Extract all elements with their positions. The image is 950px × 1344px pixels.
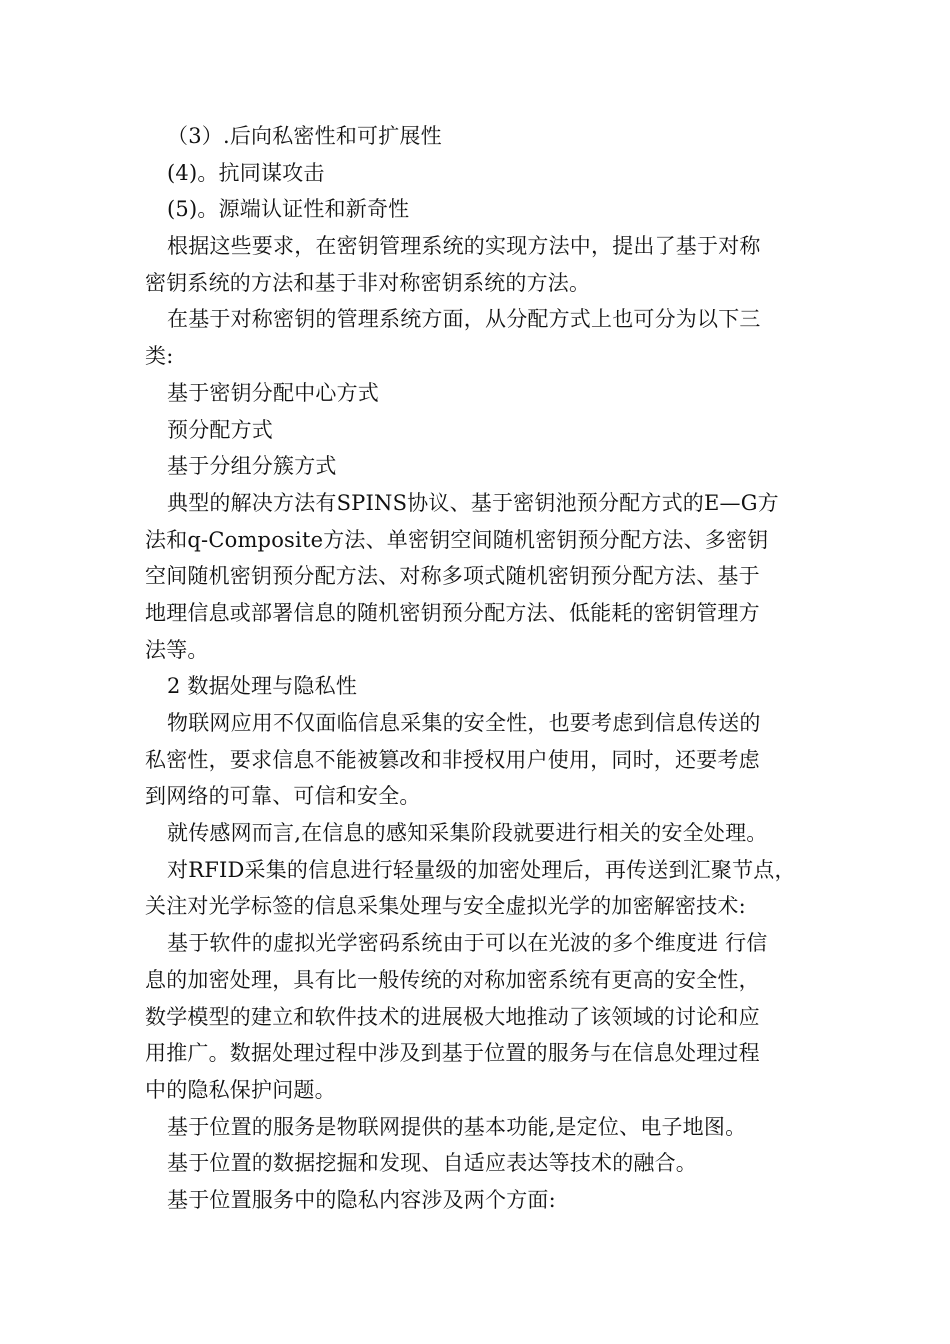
text-line: 基于位置的数据挖掘和发现、自适应表达等技术的融合。 <box>167 1151 697 1176</box>
text-line: 对RFID采集的信息进行轻量级的加密处理后，再传送到汇聚节点， <box>167 857 796 882</box>
text-line: 基于位置的服务是物联网提供的基本功能,是定位、电子地图。 <box>167 1114 747 1139</box>
text-line: 法等。 <box>145 637 209 662</box>
text-line: 数学模型的建立和软件技术的进展极大地推动了该领域的讨论和应 <box>145 1004 760 1029</box>
text-line: (5)。源端认证性和新奇性 <box>167 197 410 222</box>
text-line: 地理信息或部署信息的随机密钥预分配方法、低能耗的密钥管理方 <box>145 600 760 625</box>
text-line: 私密性，要求信息不能被篡改和非授权用户使用，同时，还要考虑 <box>145 747 760 772</box>
text-line: 根据这些要求，在密钥管理系统的实现方法中，提出了基于对称 <box>167 234 761 259</box>
text-line: 基于位置服务中的隐私内容涉及两个方面: <box>167 1187 556 1212</box>
text-line: 就传感网而言,在信息的感知采集阶段就要进行相关的安全处理。 <box>167 821 768 846</box>
text-line: 在基于对称密钥的管理系统方面，从分配方式上也可分为以下三 <box>167 307 761 332</box>
text-line: 典型的解决方法有SPINS协议、基于密钥池预分配方式的E—G方 <box>167 490 779 515</box>
section-heading: 2 数据处理与隐私性 <box>167 674 358 699</box>
text-line: 息的加密处理，具有比一般传统的对称加密系统有更高的安全性， <box>145 967 760 992</box>
text-line: 预分配方式 <box>167 417 273 442</box>
text-line: （3）.后向私密性和可扩展性 <box>167 124 442 148</box>
text-line: 密钥系统的方法和基于非对称密钥系统的方法。 <box>145 270 591 295</box>
text-line: 类: <box>145 344 174 369</box>
text-line: 中的隐私保护问题。 <box>145 1077 336 1102</box>
document-body <box>145 118 825 1219</box>
text-line: 基于分组分簇方式 <box>167 454 337 479</box>
text-line: 基于软件的虚拟光学密码系统由于可以在光波的多个维度进 行信 <box>167 931 768 956</box>
text-line: 基于密钥分配中心方式 <box>167 380 379 405</box>
text-line: 物联网应用不仅面临信息采集的安全性，也要考虑到信息传送的 <box>167 711 761 735</box>
text-line: 空间随机密钥预分配方法、对称多项式随机密钥预分配方法、基于 <box>145 564 760 589</box>
text-line: (4)。抗同谋攻击 <box>167 160 325 185</box>
text-line: 到网络的可靠、可信和安全。 <box>145 784 421 809</box>
text-line: 法和q-Composite方法、单密钥空间随机密钥预分配方法、多密钥 <box>145 527 769 552</box>
text-line: 关注对光学标签的信息采集处理与安全虚拟光学的加密解密技术: <box>145 894 746 919</box>
text-line: 用推广。数据处理过程中涉及到基于位置的服务与在信息处理过程 <box>145 1041 760 1066</box>
